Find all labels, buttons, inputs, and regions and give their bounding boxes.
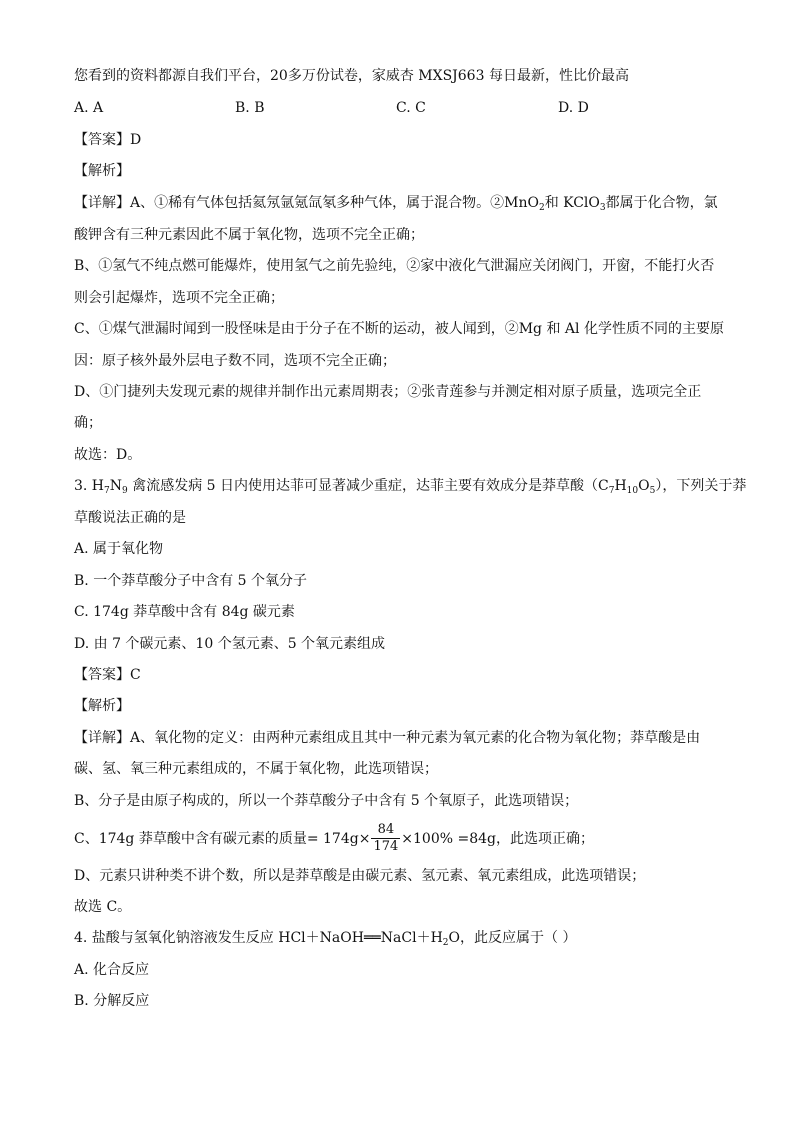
q3-analysis-heading: 【解析】 [74, 698, 130, 714]
q2-analysis-heading: 【解析】 [74, 163, 130, 179]
q3-detail-a-line-2: 碳、氢、氧三种元素组成的，不属于氧化物，此选项错误； [74, 761, 438, 777]
q2-detail-line-3: B、①氢气不纯点燃可能爆炸，使用氢气之前先验纯，②家中液化气泄漏应关闭阀门，开窗，不能打火否 [74, 258, 715, 274]
q3-option-a: A. 属于氧化物 [74, 541, 164, 557]
q4-option-b: B. 分解反应 [74, 993, 150, 1009]
q3-option-c: C. 174g 莽草酸中含有 84g 碳元素 [74, 604, 295, 620]
mass-fraction [371, 822, 400, 855]
q3-detail-a-line-1: 【详解】A、氧化物的定义：由两种元素组成且其中一种元素为氧元素的化合物为氧化物；莽草酸是由 [74, 730, 701, 746]
q3-stem-line-2: 草酸说法正确的是 [74, 510, 186, 526]
q2-answer: 【答案】D [74, 132, 142, 148]
q3-detail-b: B、分子是由原子构成的，所以一个莽草酸分子中含有 5 个氧原子，此选项错误； [74, 793, 579, 809]
q3-detail-c: C、174g 莽草酸中含有碳元素的质量= 174g× $\frac{84}{174}$ ×100% =84g，此选项正确； [74, 821, 594, 854]
q3-stem-line-1: 3. $H_7N_9$ 禽流感发病 5 日内使用达菲可显著减少重症，达菲主要有效成分是莽草酸$(C_7H_{10}O_5)$，下列关于莽 [74, 478, 747, 496]
q2-option-c: C. C [396, 100, 426, 116]
fraction-numerator: 84 [371, 822, 400, 839]
q3-conclusion: 故选 C。 [74, 899, 132, 915]
q2-detail-line-2: 酸钾含有三种元素因此不属于氧化物，选项不完全正确； [74, 227, 424, 243]
q3-option-b: B. 一个莽草酸分子中含有 5 个氧分子 [74, 573, 307, 589]
q2-option-d: D. D [558, 100, 589, 116]
q4-option-a: A. 化合反应 [74, 962, 150, 978]
fraction-denominator: 174 [373, 838, 399, 854]
q2-option-b: B. B [235, 100, 265, 116]
q2-detail-line-7: D、①门捷列夫发现元素的规律并制作出元素周期表；②张青莲参与并测定相对原子质量，选项完全正 [74, 384, 702, 400]
q2-detail-line-8: 确； [74, 415, 102, 431]
q3-answer: 【答案】C [74, 667, 141, 683]
q3-detail-d: D、元素只讲种类不讲个数，所以是莽草酸是由碳元素、氢元素、氧元素组成，此选项错误； [74, 868, 646, 884]
q2-detail-line-5: C、①煤气泄漏时闻到一股怪味是由于分子在不断的运动，被人闻到，②Mg 和 Al 化学性质不同的主要原 [74, 321, 724, 337]
q3-option-d: D. 由 7 个碳元素、10 个氢元素、5 个氧元素组成 [74, 636, 386, 652]
q2-option-a: A. A [74, 100, 104, 116]
q2-conclusion: 故选：D。 [74, 447, 142, 463]
q4-stem: 4. 盐酸与氢氧化钠溶液发生反应 $HCl+NaOH══NaCl+H_2O$，此反应属于（ ） [74, 930, 577, 948]
q2-detail-line-4: 则会引起爆炸，选项不完全正确； [74, 290, 284, 306]
q2-detail-line-6: 因：原子核外最外层电子数不同，选项不完全正确； [74, 353, 396, 369]
header-line: 您看到的资料都源自我们平台，20多万份试卷，家威杏 MXSJ663 每日最新，性比价最高 [74, 68, 629, 84]
q2-detail-line-1: 【详解】A、①稀有气体包括氦氖氩氪氙氡多种气体，属于混合物。②MnO$_2$和 KClO$_3$都属于化合物，氯 [74, 195, 718, 213]
